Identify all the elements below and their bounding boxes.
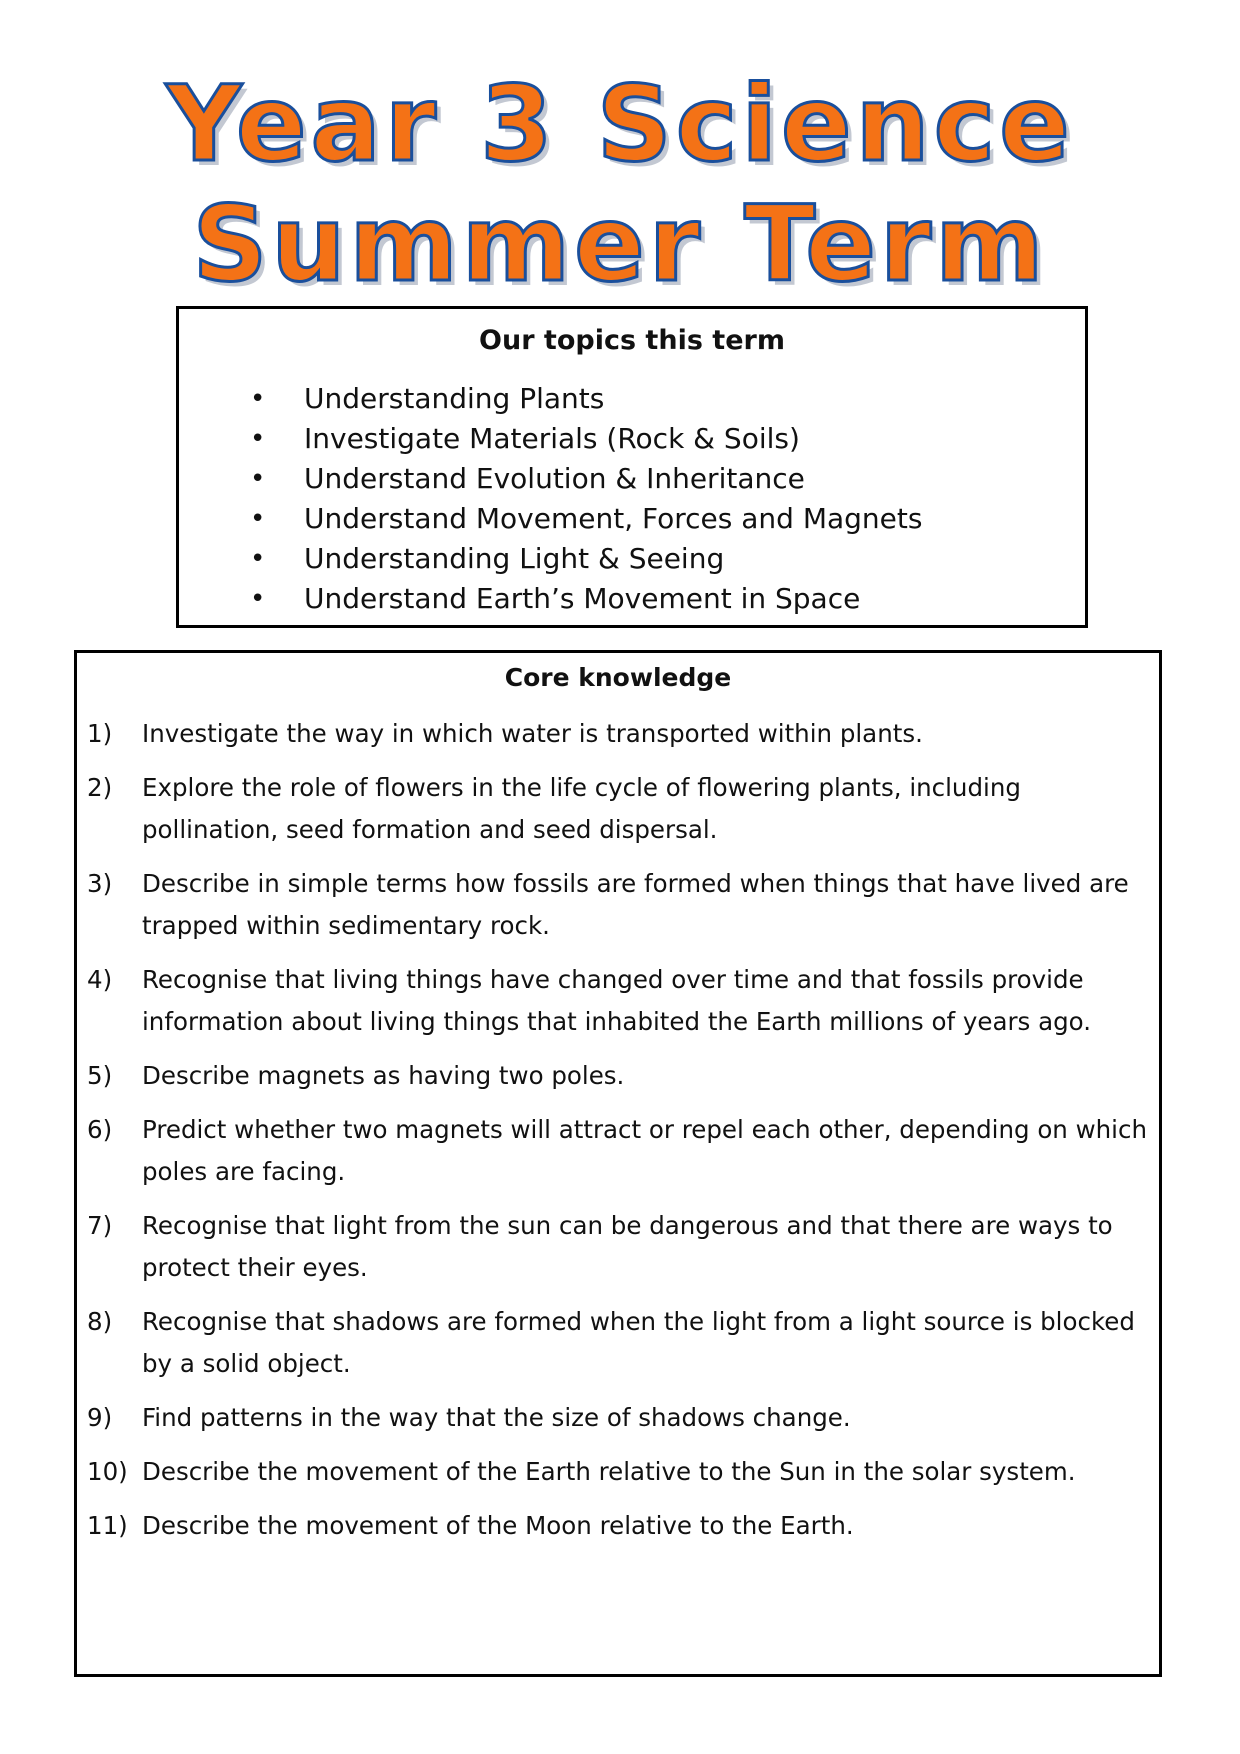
item-number: 3) xyxy=(87,869,113,898)
topic-item xyxy=(179,539,1085,579)
topic-text: Investigate Materials (Rock & Soils) xyxy=(304,422,800,455)
item-text: Find patterns in the way that the size of shadows change. xyxy=(142,1403,851,1432)
item-text: Describe in simple terms how fossils are formed when things that have lived are trapped within sedimentary rock. xyxy=(142,869,1129,940)
topic-item xyxy=(179,379,1085,419)
topic-item xyxy=(179,579,1085,619)
topic-text: Understand Earth’s Movement in Space xyxy=(304,582,861,615)
item-number: 6) xyxy=(87,1115,113,1144)
core-item xyxy=(77,1205,1159,1289)
core-item xyxy=(77,959,1159,1043)
item-number: 7) xyxy=(87,1211,113,1240)
item-number: 1) xyxy=(87,719,113,748)
bullet-icon: • xyxy=(250,504,266,534)
item-text: Recognise that shadows are formed when the light from a light source is blocked by a solid object. xyxy=(142,1307,1135,1378)
bullet-icon: • xyxy=(250,544,266,574)
core-item xyxy=(77,713,1159,755)
item-number: 8) xyxy=(87,1307,113,1336)
bullet-icon: • xyxy=(250,384,266,414)
item-text: Predict whether two magnets will attract or repel each other, depending on which poles are facing. xyxy=(142,1115,1147,1186)
item-number: 4) xyxy=(87,965,113,994)
core-item xyxy=(77,1397,1159,1439)
item-number: 11) xyxy=(87,1511,128,1540)
bullet-icon: • xyxy=(250,424,266,454)
item-number: 10) xyxy=(87,1457,128,1486)
core-knowledge-list xyxy=(77,713,1159,1559)
page-title-line-1: Year 3 Science xyxy=(166,63,1074,185)
core-item xyxy=(77,767,1159,851)
topic-text: Understanding Plants xyxy=(304,382,605,415)
core-knowledge-heading: Core knowledge xyxy=(504,663,732,692)
core-item xyxy=(77,1109,1159,1193)
topics-list xyxy=(179,379,1085,619)
item-text: Recognise that light from the sun can be dangerous and that there are ways to protect their eyes. xyxy=(142,1211,1113,1282)
topics-box xyxy=(176,306,1088,628)
topic-item xyxy=(179,419,1085,459)
core-item xyxy=(77,863,1159,947)
item-text: Explore the role of flowers in the life cycle of flowering plants, including pollination, seed formation and seed dispersal. xyxy=(142,773,1021,844)
core-item xyxy=(77,1505,1159,1547)
item-number: 2) xyxy=(87,773,113,802)
bullet-icon: • xyxy=(250,584,266,614)
core-item xyxy=(77,1301,1159,1385)
topic-text: Understand Evolution & Inheritance xyxy=(304,462,805,495)
topic-item xyxy=(179,459,1085,499)
topics-heading: Our topics this term xyxy=(479,325,785,356)
item-text: Describe the movement of the Moon relative to the Earth. xyxy=(142,1511,854,1540)
item-number: 5) xyxy=(87,1061,113,1090)
item-number: 9) xyxy=(87,1403,113,1432)
core-item xyxy=(77,1055,1159,1097)
item-text: Describe the movement of the Earth relative to the Sun in the solar system. xyxy=(142,1457,1076,1486)
bullet-icon: • xyxy=(250,464,266,494)
item-text: Describe magnets as having two poles. xyxy=(142,1061,625,1090)
topic-text: Understand Movement, Forces and Magnets xyxy=(304,502,923,535)
item-text: Recognise that living things have changed over time and that fossils provide information about living things that inhabited the Earth millions of years ago. xyxy=(142,965,1091,1036)
topic-item xyxy=(179,499,1085,539)
core-knowledge-box xyxy=(74,650,1162,1677)
core-item xyxy=(77,1451,1159,1493)
page-title-line-2: Summer Term xyxy=(192,183,1048,305)
item-text: Investigate the way in which water is transported within plants. xyxy=(142,719,923,748)
topic-text: Understanding Light & Seeing xyxy=(304,542,725,575)
